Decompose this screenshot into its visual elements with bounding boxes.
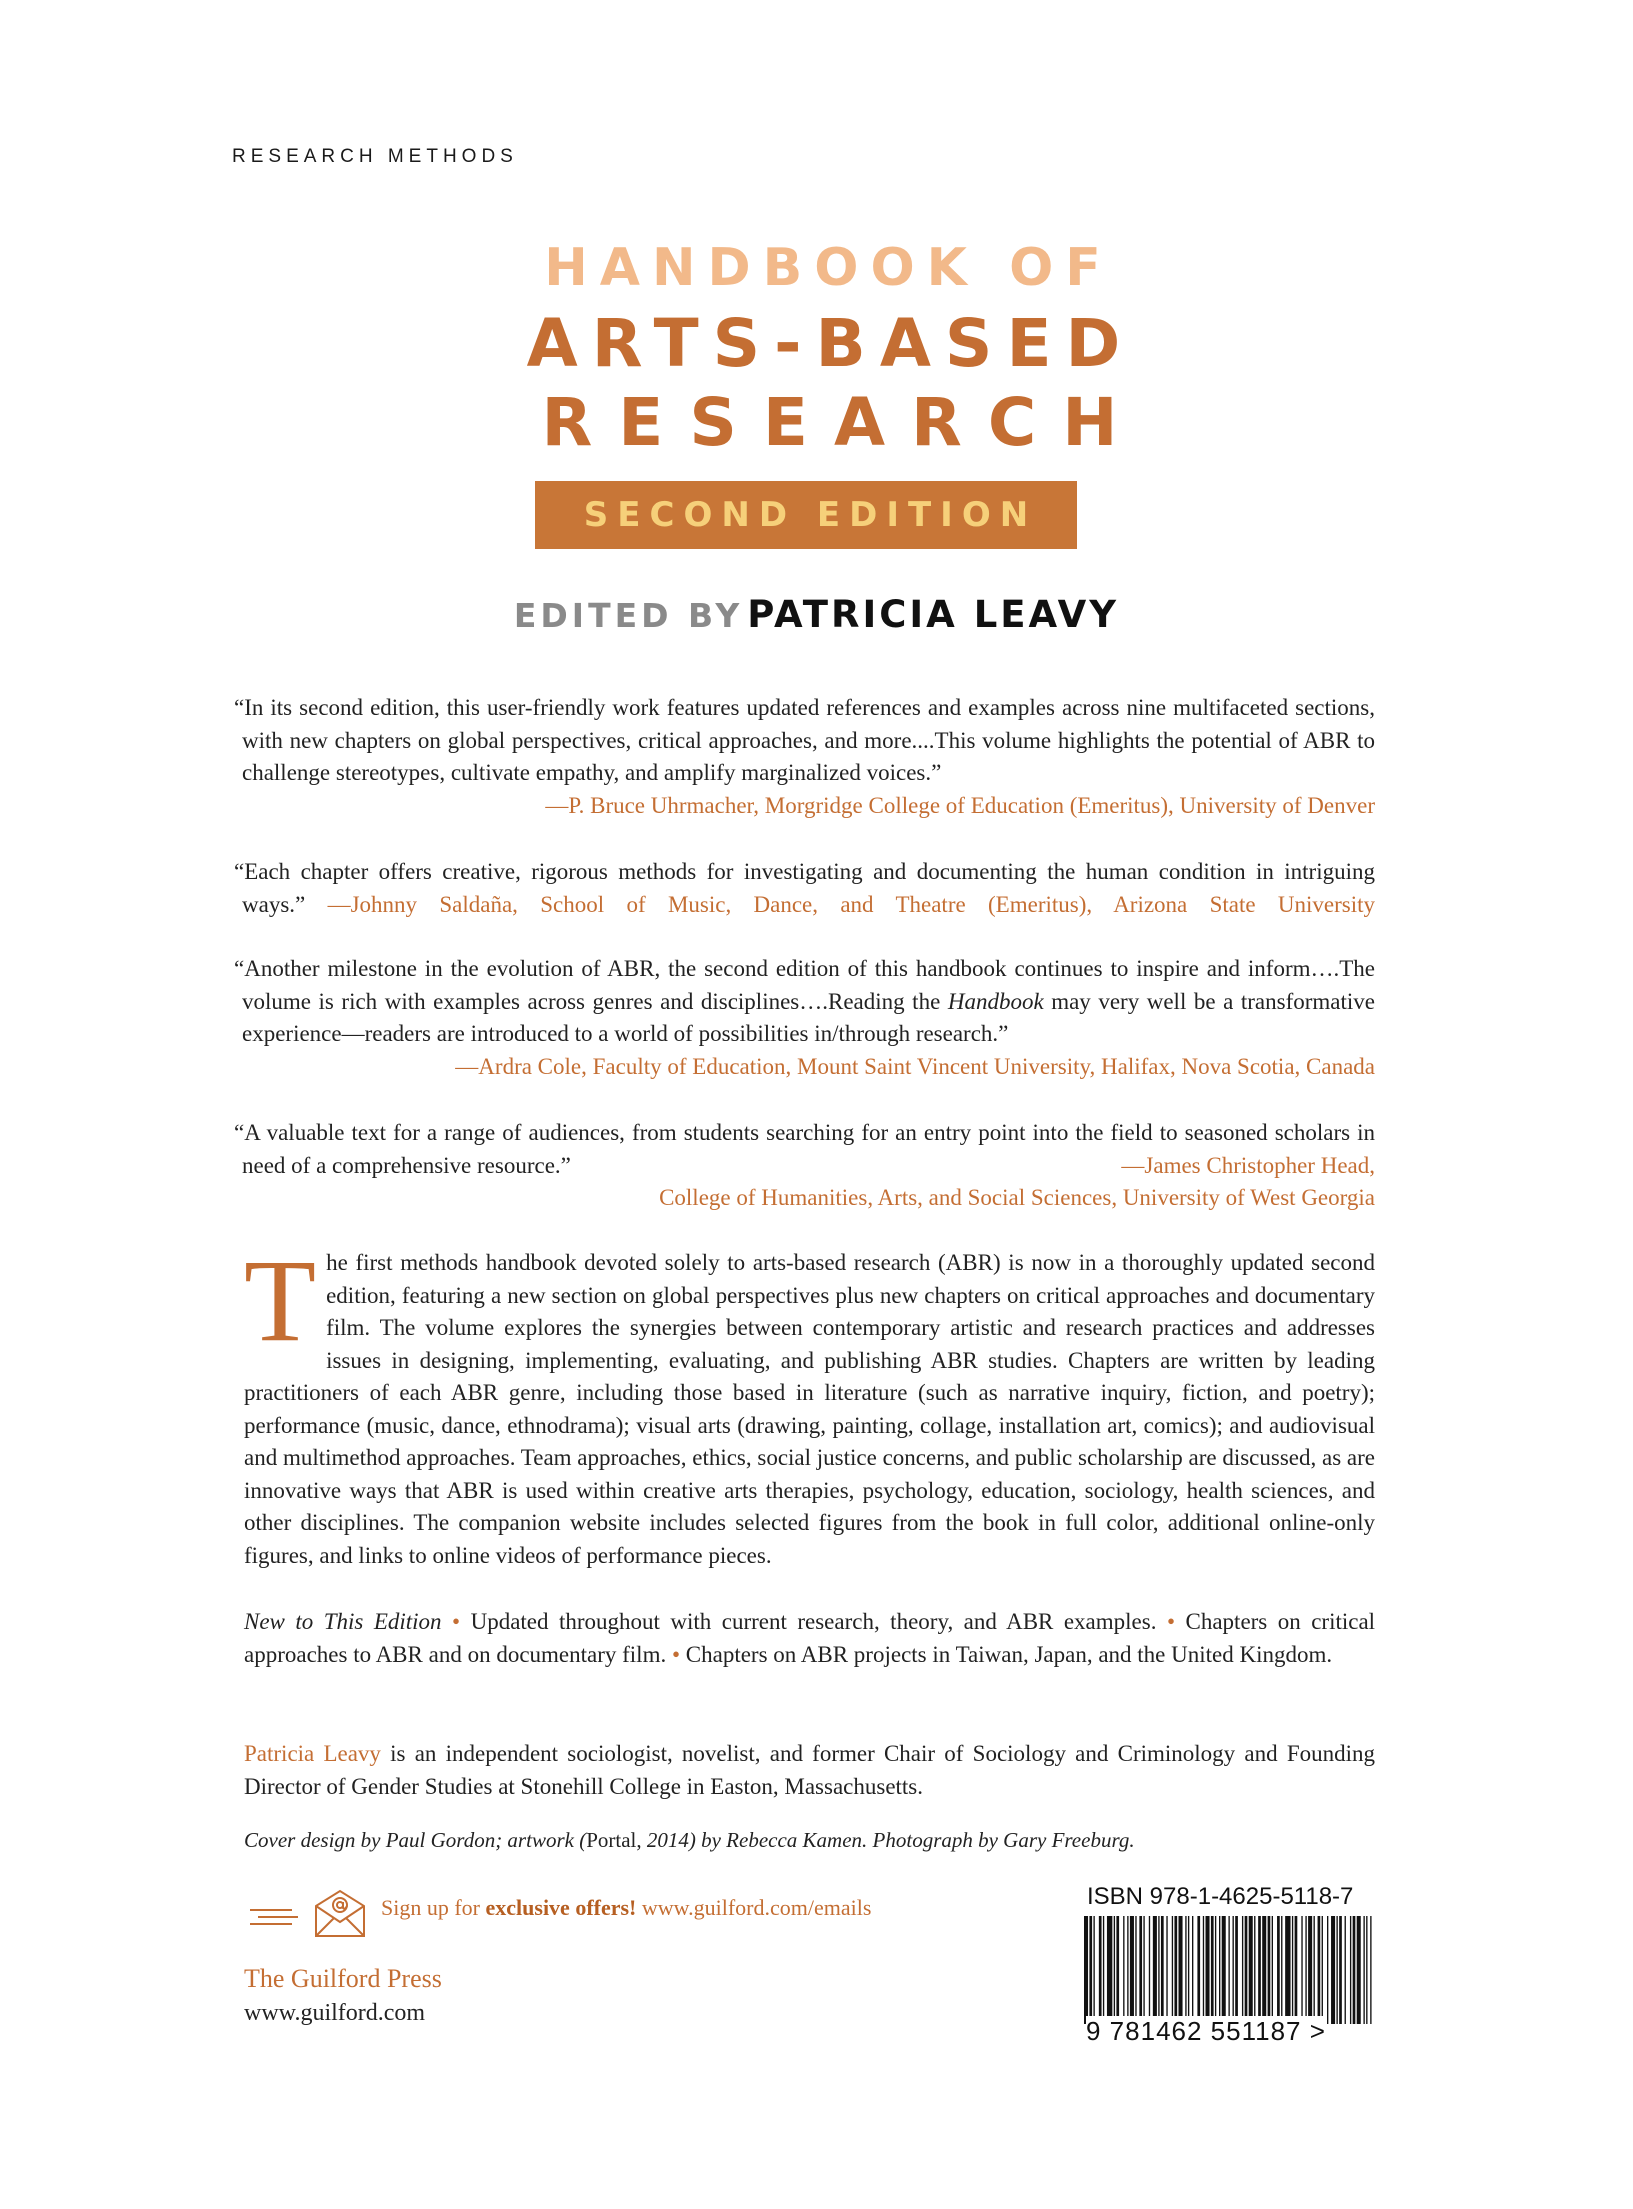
barcode-bar — [1089, 1916, 1092, 2024]
credits-text-end: 2014) by Rebecca Kamen. Photograph by Gary Freeburg. — [641, 1828, 1135, 1852]
barcode-bar — [1203, 1916, 1204, 2024]
barcode-bar — [1130, 1916, 1134, 2024]
barcode-bar — [1339, 1916, 1342, 2024]
author-bio-text: is an independent sociologist, novelist, and former Chair of Sociology and Criminology and Founding Director of Gender Studies at Stonehill College in Easton, Massachusetts. — [244, 1741, 1375, 1799]
barcode-bar — [1233, 1916, 1234, 2024]
title-line-1: HANDBOOK OF — [544, 238, 1113, 298]
new-edition-item: Chapters on ABR projects in Taiwan, Japan, and the United Kingdom. — [685, 1641, 1333, 1667]
barcode-bar — [1345, 1916, 1346, 2024]
barcode-bar — [1188, 1916, 1189, 2024]
cover-credits — [244, 1828, 1135, 1853]
barcode-bar — [1166, 1916, 1167, 2024]
publisher-name: The Guilford Press — [244, 1964, 442, 1993]
barcode-digits: 9 781462 551187 > — [1086, 2016, 1326, 2046]
signup-offer: exclusive offers! — [485, 1895, 637, 1920]
new-edition-item: Updated throughout with current research, theory, and ABR examples. — [470, 1609, 1157, 1634]
barcode-bar — [1185, 1916, 1186, 2024]
barcode-bar — [1258, 1916, 1261, 2024]
barcode-bar — [1099, 1916, 1102, 2024]
quote-3 — [232, 953, 1375, 1083]
editor-prefix: EDITED BY — [513, 596, 744, 635]
title-line-2: ARTS-BASED — [526, 305, 1135, 382]
isbn-label: ISBN 978-1-4625-5118-7 — [1087, 1883, 1354, 1910]
barcode-bar — [1285, 1916, 1290, 2024]
barcode-bar — [1254, 1916, 1255, 2024]
bullet: • — [671, 1641, 681, 1667]
barcode-bar — [1149, 1916, 1150, 2024]
editor-name: PATRICIA LEAVY — [747, 593, 1120, 636]
barcode-bar — [1143, 1916, 1144, 2024]
barcode-bar — [1357, 1916, 1361, 2024]
barcode-bar — [1222, 1916, 1226, 2024]
barcode-bar — [1139, 1916, 1142, 2024]
barcode-bar — [1135, 1916, 1136, 2024]
barcode-bar — [1305, 1916, 1306, 2024]
new-edition-item: Chapters on critical approaches to ABR and on documentary film. — [244, 1609, 1376, 1667]
barcode-bar — [1215, 1916, 1216, 2024]
title-line-3: RESEARCH — [541, 384, 1144, 461]
barcode-bar — [1370, 1916, 1371, 2024]
barcode-bar — [1363, 1916, 1364, 2024]
barcode-bar — [1127, 1916, 1128, 2024]
barcode-bar — [1158, 1916, 1159, 2024]
barcode-bar — [1179, 1916, 1183, 2024]
quote-text: “Another milestone in the evolution of ABR, the second edition of this handbook continues to inspire and inform….The volume is rich with examples across genres and disciplines….Reading the — [234, 956, 1375, 1014]
new-edition — [244, 1606, 1375, 1671]
quote-attribution: —Ardra Cole, Faculty of Education, Mount Saint Vincent University, Halifax, Nova Scotia, Canada — [455, 1053, 1375, 1079]
quote-attribution: —Johnny Saldaña, School of Music, Dance, and Theatre (Emeritus), Arizona State University — [327, 891, 1376, 917]
barcode-bar — [1206, 1916, 1210, 2024]
barcode-bar — [1245, 1916, 1248, 2024]
credits-text: Cover design by Paul Gordon; artwork ( — [244, 1828, 587, 1852]
barcode-bar — [1295, 1916, 1298, 2024]
barcode-bar — [1103, 1916, 1104, 2024]
publisher-website[interactable]: www.guilford.com — [244, 2000, 426, 2026]
edition-banner — [535, 481, 1077, 549]
barcode-bar — [1211, 1916, 1214, 2024]
barcode-bar — [1242, 1916, 1243, 2024]
barcode-bar — [1292, 1916, 1293, 2024]
barcode-bar — [1084, 1916, 1088, 2024]
barcode-bar — [1123, 1916, 1124, 2024]
barcode — [1080, 1916, 1380, 2028]
quote-attribution-1: —James Christopher Head, — [1121, 1152, 1375, 1178]
barcode-bar — [1107, 1916, 1112, 2024]
credits-artwork-title: Portal, — [586, 1828, 642, 1852]
barcode-bar — [1318, 1916, 1321, 2024]
quote-text: “A valuable text for a range of audiences, from students searching for an entry point into the field to seasoned scholars in need of a comprehensive resource.” — [234, 1120, 1375, 1178]
bullet: • — [452, 1609, 461, 1634]
author-bio — [244, 1738, 1375, 1803]
quote-attribution-2: College of Humanities, Arts, and Social Sciences, University of West Georgia — [659, 1185, 1375, 1210]
quote-2 — [232, 856, 1375, 921]
barcode-bar — [1314, 1916, 1315, 2024]
barcode-bar — [1353, 1916, 1356, 2024]
author-name: Patricia Leavy — [244, 1741, 381, 1766]
barcode-bar — [1301, 1916, 1302, 2024]
new-edition-label: New to This Edition — [244, 1609, 442, 1634]
quote-1 — [232, 692, 1375, 822]
email-signup-icon[interactable] — [248, 1888, 368, 1938]
barcode-bar — [1268, 1916, 1271, 2024]
quote-text: “In its second edition, this user-friendly work features updated references and examples across nine multifaceted sections, with new chapters on global perspectives, critical approaches, and more....This volume highlights the potential of ABR to challenge stereotypes, cultivate empathy, and amplify marginalized voices.” — [234, 695, 1375, 785]
barcode-bar — [1093, 1916, 1094, 2024]
barcode-bar — [1174, 1916, 1177, 2024]
signup-link[interactable] — [381, 1895, 871, 1921]
barcode-bar — [1308, 1916, 1312, 2024]
barcode-bar — [1272, 1916, 1273, 2024]
barcode-bar — [1366, 1916, 1367, 2024]
barcode-bar — [1350, 1916, 1351, 2024]
drop-cap: T — [244, 1235, 317, 1366]
barcode-bar — [1331, 1916, 1335, 2024]
description-text: he first methods handbook devoted solely to arts-based research (ABR) is now in a thoroughly updated second edition, featuring a new section on global perspectives plus new chapters on critical approaches and documentary film. The volume explores the synergies between contemporary artistic and research practices and addresses issues in designing, implementing, evaluating, and publishing ABR studies. Chapters are written by leading practitioners of each ABR genre, including those based in literature (such as narrative inquiry, fiction, and poetry); performance (music, dance, ethnodrama); visual arts (drawing, painting, collage, installation art, comics); and audiovisual and multimethod approaches. Team approaches, ethics, social justice concerns, and public scholarship are discussed, as are innovative ways that ABR is used within creative arts therapies, psychology, education, sociology, health sciences, and other disciplines. The companion website includes selected figures from the book in full color, additional online-only figures, and links to online videos of performance pieces. — [244, 1250, 1375, 1568]
barcode-bar — [1327, 1916, 1328, 2024]
bullet: • — [1166, 1609, 1176, 1634]
barcode-bar — [1116, 1916, 1119, 2024]
quote-text: “Each chapter offers creative, rigorous methods for investigating and documenting the human condition in intriguing ways.” — [234, 859, 1375, 917]
barcode-bar — [1281, 1916, 1282, 2024]
barcode-bar — [1336, 1916, 1337, 2024]
barcode-bar — [1192, 1916, 1193, 2024]
signup-url[interactable]: www.guilford.com/emails — [636, 1895, 872, 1920]
category-label: RESEARCH METHODS — [232, 146, 518, 167]
quote-4 — [232, 1117, 1375, 1215]
quote-attribution: —P. Bruce Uhrmacher, Morgridge College of Education (Emeritus), University of Denver — [545, 792, 1375, 818]
barcode-bar — [1114, 1916, 1115, 2024]
barcode-bar — [1153, 1916, 1157, 2024]
barcode-bar — [1228, 1916, 1229, 2024]
edition-label: SECOND EDITION — [583, 495, 1038, 535]
editor-line — [0, 593, 1633, 636]
barcode-bar — [1219, 1916, 1220, 2024]
description — [244, 1235, 1375, 1572]
signup-prefix: Sign up for — [381, 1895, 486, 1920]
barcode-bar — [1249, 1916, 1253, 2024]
quote-italic: Handbook — [947, 988, 1044, 1014]
barcode-bar — [1197, 1916, 1200, 2024]
barcode-bar — [1262, 1916, 1266, 2024]
barcode-bar — [1172, 1916, 1173, 2024]
barcode-bar — [1161, 1916, 1164, 2024]
quote-text-end: may very well be a transformative experience—readers are introduced to a world of possibilities in/through research.” — [242, 988, 1375, 1046]
barcode-bar — [1322, 1916, 1323, 2024]
barcode-bar — [1235, 1916, 1238, 2024]
barcode-bar — [1277, 1916, 1280, 2024]
